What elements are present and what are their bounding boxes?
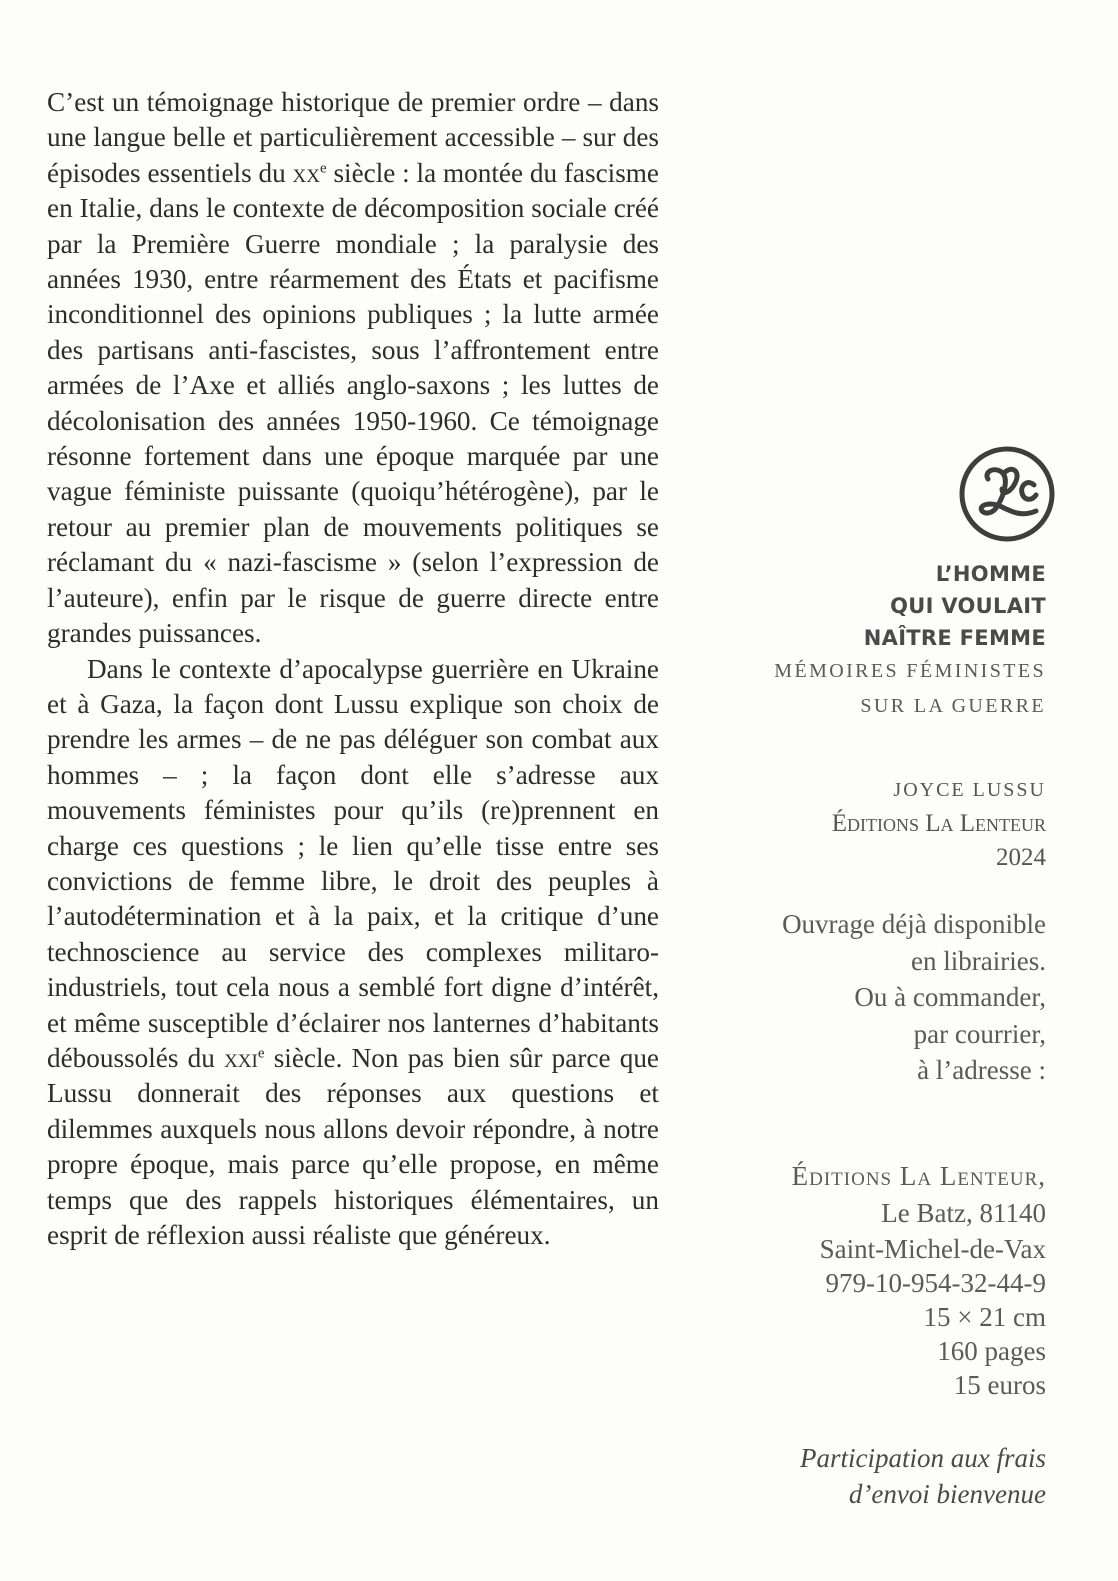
address-town: Saint-Michel-de-Vax — [819, 1234, 1046, 1264]
book-subtitle-line: SUR LA GUERRE — [860, 695, 1046, 717]
paragraph-1 — [47, 85, 659, 652]
publisher-name: Éditions La Lenteur — [831, 810, 1046, 837]
century-numeral: xx — [292, 157, 320, 188]
availability-line: par courrier, — [913, 1018, 1046, 1049]
price: 15 euros — [953, 1370, 1046, 1400]
publisher-logo-icon — [958, 445, 1056, 543]
paragraph-2 — [47, 652, 659, 1254]
paragraph-text: C’est un témoignage historique de premier ordre – dans une langue belle et particulièrement accessible – sur des épisodes essentiels du — [47, 87, 659, 188]
shipping-note-line: d’envoi bienvenue — [848, 1479, 1046, 1509]
book-title-line: QUI VOULAIT — [890, 594, 1046, 618]
address-block — [792, 1158, 1046, 1268]
availability-line: en librairies. — [911, 945, 1046, 976]
book-meta-block — [832, 773, 1046, 875]
paragraph-text: Dans le contexte d’apocalypse guerrière en Ukraine et à Gaza, la façon dont Lussu explique son choix de prendre les armes – de ne pas déléguer son combat aux hommes – ; la façon dont elle s’adresse aux mouvements féministes pour qu’ils (re)prennent en charge ces questions ; le lien qu’elle tisse entre ses convictions de femme libre, le droit des peuples à l’autodétermination et à la paix, et la critique d’une technoscience au service des complexes militaro-industriels, tout cela nous a semblé fort digne d’intérêt, et même susceptible d’éclairer nos lanternes d’habitants déboussolés du — [47, 653, 659, 1073]
address-street: Le Batz, 81140 — [881, 1197, 1046, 1228]
availability-line: Ou à commander, — [854, 982, 1046, 1012]
shipping-note — [800, 1440, 1046, 1512]
book-format: 15 × 21 cm — [923, 1302, 1046, 1332]
address-publisher: Éditions La Lenteur, — [791, 1161, 1046, 1191]
book-subtitle-line: MÉMOIRES FÉMINISTES — [774, 660, 1046, 682]
paragraph-text: siècle. Non pas bien sûr parce que Lussu donnerait des réponses aux questions et dilemmes auxquels nous allons devoir répondre, à notre propre époque, mais parce qu’elle propose, en même temps que des rappels historiques élémentaires, un esprit de réflexion aussi réaliste que généreux. — [47, 1042, 660, 1250]
page-count: 160 pages — [937, 1336, 1046, 1366]
availability-block — [782, 906, 1046, 1089]
author-name: JOYCE LUSSU — [893, 779, 1046, 801]
century-superscript: e — [257, 1045, 265, 1062]
shipping-note-line: Participation aux frais — [800, 1443, 1046, 1473]
availability-line: à l’adresse : — [917, 1055, 1046, 1085]
book-title-block — [774, 558, 1046, 724]
paragraph-text: siècle : la montée du fascisme en Italie, dans le contexte de décomposition sociale créé par la Première Guerre mondiale ; la paralysie des années 1930, entre réarmement des États et pacifisme inconditionnel des opinions publiques ; la lutte armée des partisans anti-fascistes, sous l’affrontement entre armées de l’Axe et alliés anglo-saxons ; les luttes de décolonisation des années 1950-1960. Ce témoignage résonne fortement dans une époque marquée par une vague féministe puissante (quoiqu’hétérogène), par le retour au premier plan de mouvements politiques se réclamant du « nazi-fascisme » (selon l’expression de l’auteure), enfin par le risque de guerre directe entre grandes puissances. — [47, 157, 659, 649]
isbn: 979-10-954-32-44-9 — [825, 1268, 1046, 1298]
book-specs-block — [826, 1266, 1046, 1402]
century-numeral: xxi — [224, 1042, 258, 1073]
book-title-line: NAÎTRE FEMME — [863, 626, 1046, 650]
availability-line: Ouvrage déjà disponible — [782, 909, 1046, 939]
body-text — [47, 85, 659, 1253]
publication-year: 2024 — [996, 844, 1046, 871]
book-title-line: L’HOMME — [935, 562, 1046, 586]
century-superscript: e — [319, 160, 327, 177]
